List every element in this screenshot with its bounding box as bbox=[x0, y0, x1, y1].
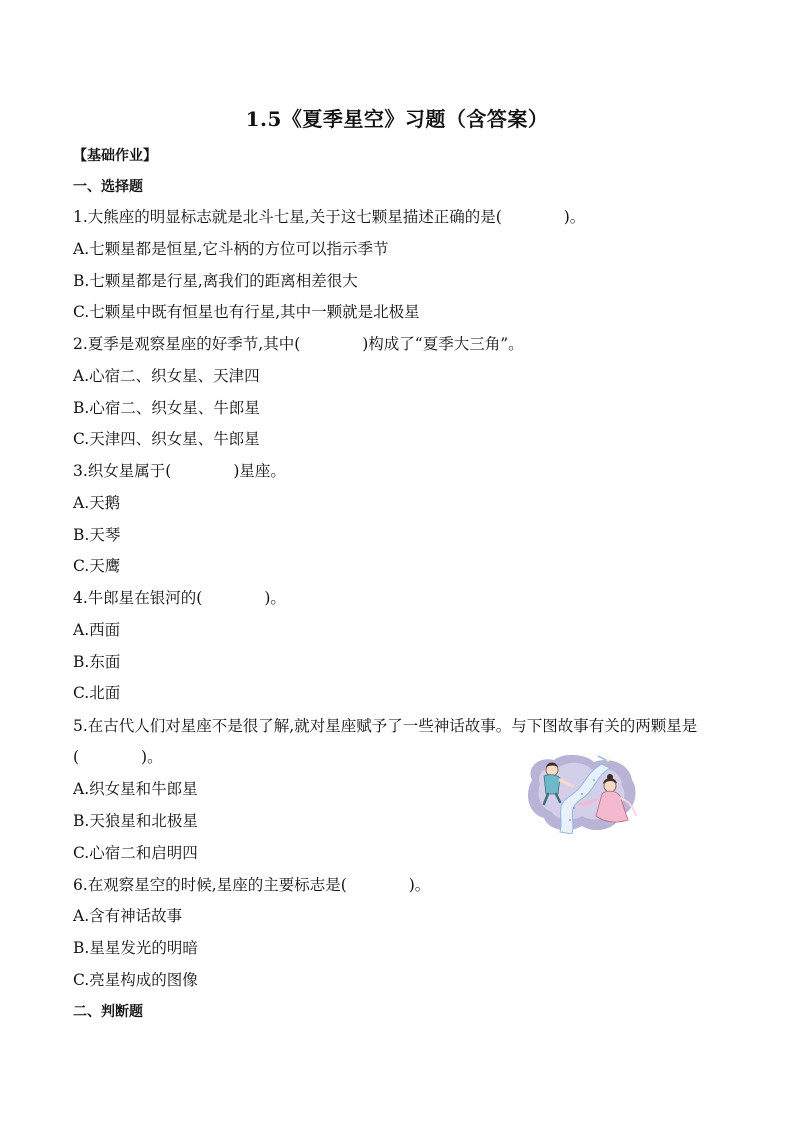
question-1-option-b: B.七颗星都是行星,离我们的距离相差很大 bbox=[73, 272, 358, 290]
cowherd-weaver-girl-illustration bbox=[524, 750, 640, 834]
question-5-option-b: B.天狼星和北极星 bbox=[73, 812, 198, 830]
question-1-option-a: A.七颗星都是恒星,它斗柄的方位可以指示季节 bbox=[73, 240, 389, 258]
question-2-stem: 2.夏季是观察星座的好季节,其中( )构成了“夏季大三角”。 bbox=[73, 335, 524, 353]
question-4-option-b: B.东面 bbox=[73, 653, 121, 671]
question-3-option-a: A.天鹅 bbox=[73, 494, 121, 512]
question-4-stem: 4.牛郎星在银河的( )。 bbox=[73, 589, 286, 607]
question-3-stem: 3.织女星属于( )星座。 bbox=[73, 462, 286, 480]
question-3-option-c: C.天鹰 bbox=[73, 557, 121, 575]
question-3-option-b: B.天琴 bbox=[73, 526, 121, 544]
section-true-false-heading: 二、判断题 bbox=[73, 1004, 143, 1020]
question-6-option-c: C.亮星构成的图像 bbox=[73, 971, 198, 989]
question-2-option-b: B.心宿二、织女星、牛郎星 bbox=[73, 399, 260, 417]
question-6-option-b: B.星星发光的明暗 bbox=[73, 939, 198, 957]
question-1-option-c: C.七颗星中既有恒星也有行星,其中一颗就是北极星 bbox=[73, 303, 420, 321]
question-6-option-a: A.含有神话故事 bbox=[73, 907, 183, 925]
question-2-option-a: A.心宿二、织女星、天津四 bbox=[73, 367, 260, 385]
question-1-stem: 1.大熊座的明显标志就是北斗七星,关于这七颗星描述正确的是( )。 bbox=[73, 208, 586, 226]
question-4-option-c: C.北面 bbox=[73, 684, 121, 702]
page-title: 1.5《夏季星空》习题（含答案） bbox=[245, 107, 549, 131]
section-multiple-choice-heading: 一、选择题 bbox=[73, 179, 143, 195]
question-5-stem: 5.在古代人们对星座不是很了解,就对星座赋予了一些神话故事。与下图故事有关的两颗星是 bbox=[73, 717, 698, 735]
question-5-stem-continued: ( )。 bbox=[73, 748, 163, 766]
basic-homework-header: 【基础作业】 bbox=[73, 148, 157, 164]
question-5-option-c: C.心宿二和启明四 bbox=[73, 844, 198, 862]
question-2-option-c: C.天津四、织女星、牛郎星 bbox=[73, 430, 260, 448]
question-5-option-a: A.织女星和牛郎星 bbox=[73, 780, 198, 798]
question-6-stem: 6.在观察星空的时候,星座的主要标志是( )。 bbox=[73, 876, 431, 894]
question-4-option-a: A.西面 bbox=[73, 621, 121, 639]
